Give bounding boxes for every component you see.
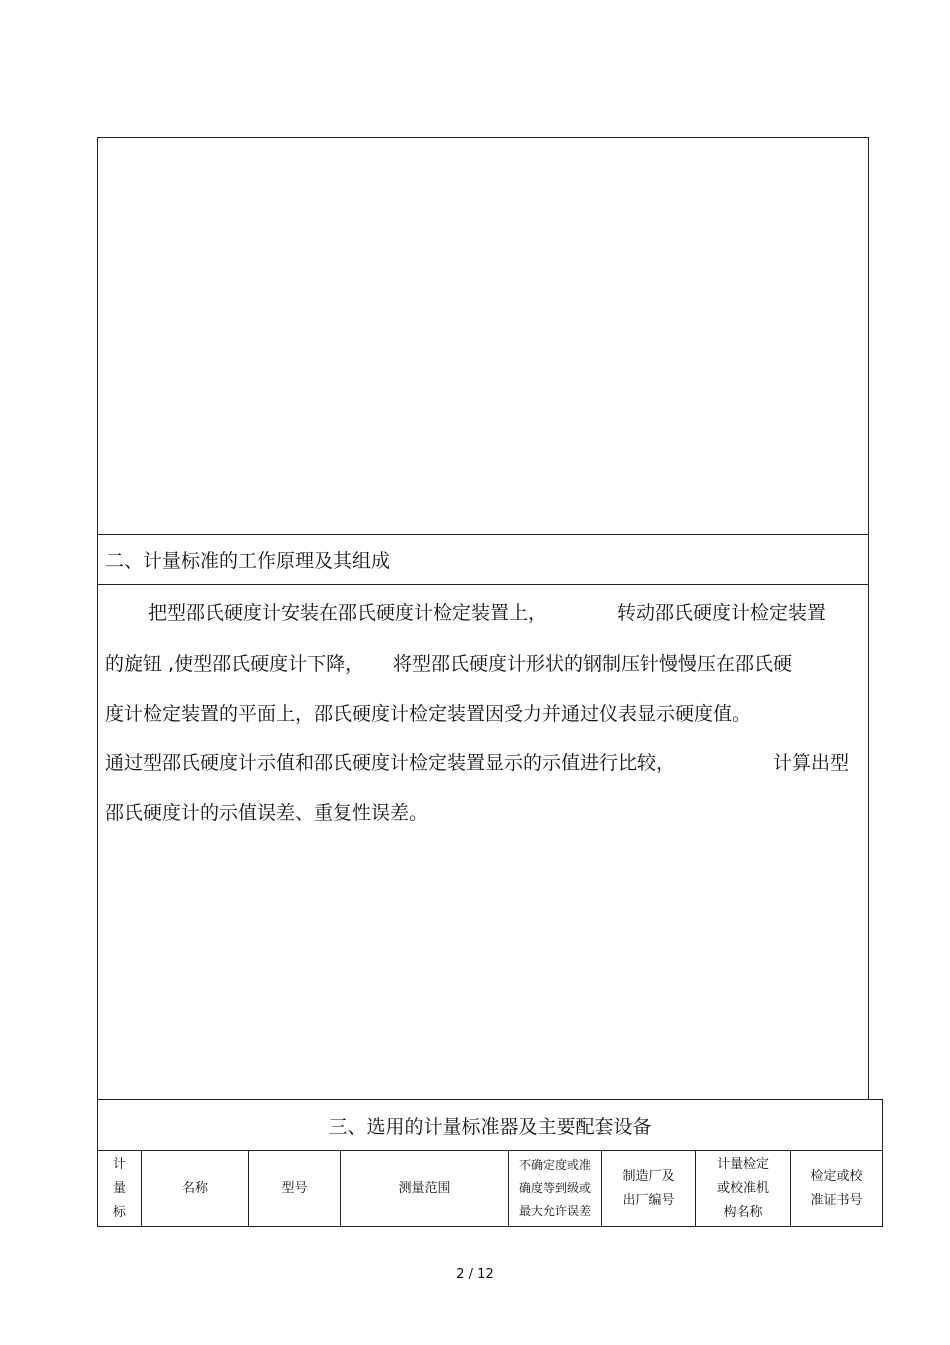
section-3-title: 三、选用的计量标准器及主要配套设备 bbox=[98, 1100, 883, 1151]
standards-table bbox=[97, 1099, 883, 1227]
paragraph-line-3: 度计检定装置的平面上，邵氏硬度计检定装置因受力并通过仪表显示硬度值。 bbox=[105, 703, 752, 725]
header-name: 名称 bbox=[142, 1151, 249, 1227]
paragraph-line-5: 邵氏硬度计的示值误差、重复性误差。 bbox=[105, 802, 429, 824]
header-range: 测量范围 bbox=[341, 1151, 509, 1227]
header-standard: 计 量 标 bbox=[98, 1151, 142, 1227]
header-manufacturer: 制造厂及 出厂编号 bbox=[602, 1151, 696, 1227]
paragraph-line-1a: 把型邵氏硬度计安装在邵氏硬度计检定装置上， bbox=[148, 602, 548, 624]
paragraph-line-4a: 通过型邵氏硬度计示值和邵氏硬度计检定装置显示的示值进行比较， bbox=[105, 752, 676, 774]
paragraph-line-2b: 将型邵氏硬度计形状的钢制压针慢慢压在邵氏硬 bbox=[393, 653, 793, 675]
table-header-row bbox=[98, 1151, 883, 1227]
paragraph-line-1b: 转动邵氏硬度计检定装置 bbox=[617, 602, 827, 624]
section-2-title: 二、计量标准的工作原理及其组成 bbox=[105, 550, 391, 572]
paragraph-line-4b: 计算出型 bbox=[773, 752, 850, 774]
paragraph-line-2a: 的旋钮 ,使型邵氏硬度计下降， bbox=[105, 653, 365, 675]
header-certificate-no: 检定或校 准证书号 bbox=[791, 1151, 883, 1227]
page-number: 2 / 12 bbox=[456, 1267, 494, 1282]
section-divider-bottom bbox=[97, 584, 869, 585]
header-uncertainty: 不确定度或准 确度等到级或 最大允许误差 bbox=[509, 1151, 602, 1227]
header-model: 型号 bbox=[249, 1151, 341, 1227]
section-divider-top bbox=[97, 534, 869, 535]
header-calibration-org: 计量检定 或校准机 构名称 bbox=[696, 1151, 791, 1227]
